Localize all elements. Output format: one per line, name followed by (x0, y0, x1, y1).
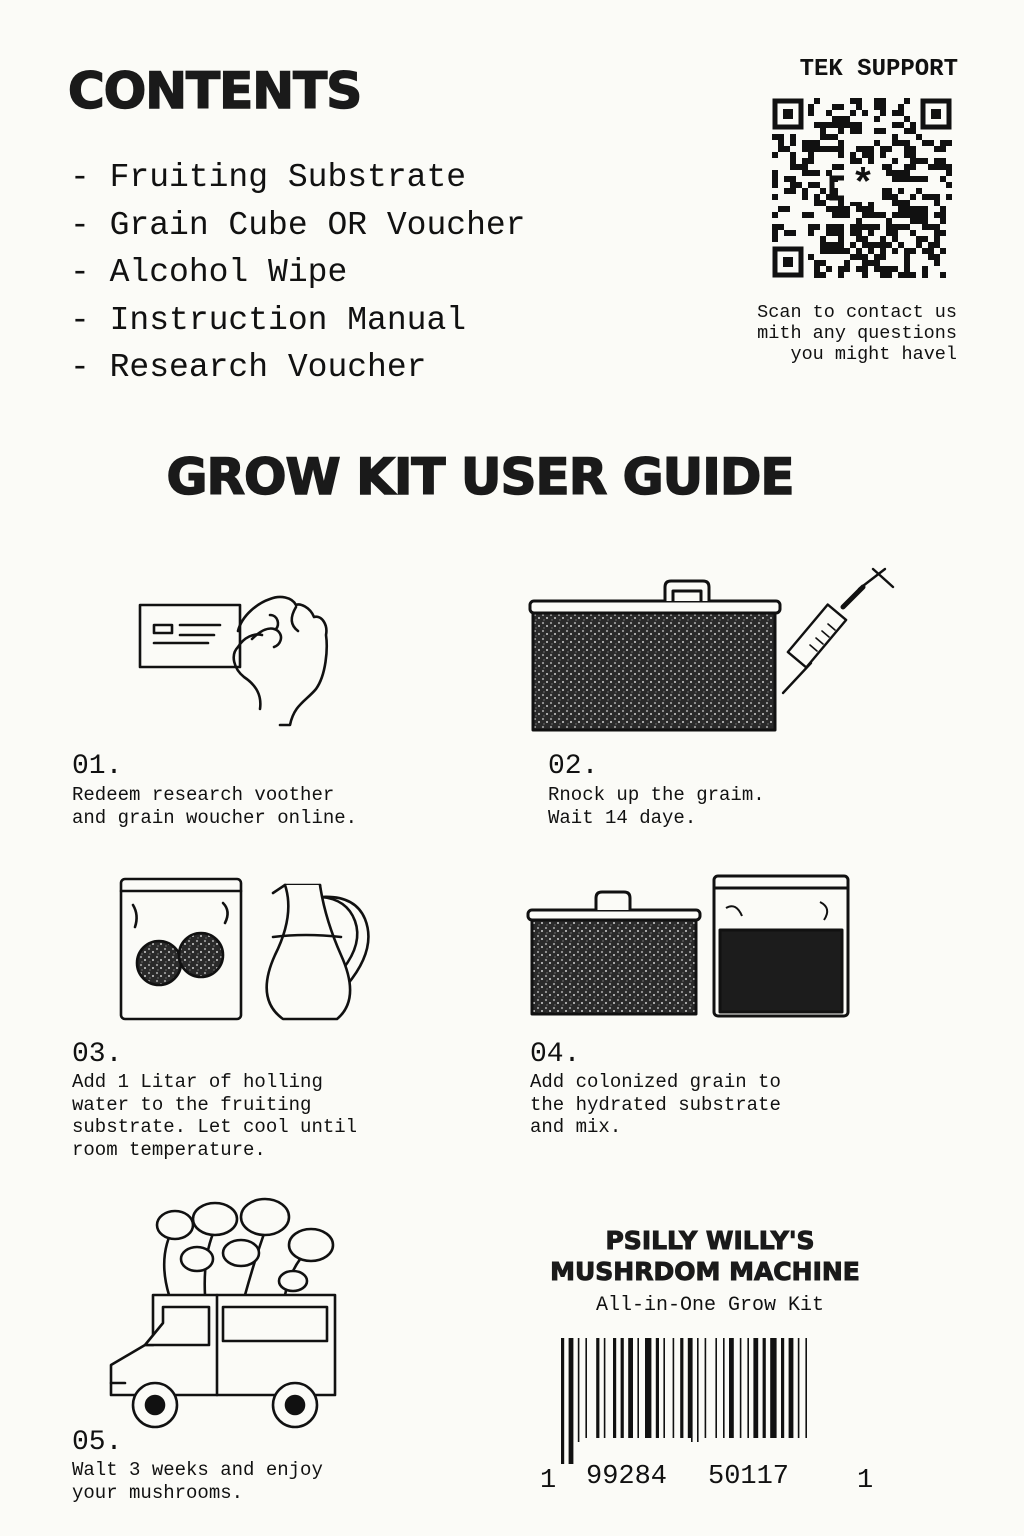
mix-illustration (520, 870, 855, 1020)
step-text-4: Add colonized grain to the hydrated substrate and mix. (530, 1071, 781, 1138)
guide-title: GROW KIT USER GUIDE (166, 448, 794, 506)
voucher-hand-illustration (130, 585, 370, 745)
qr-code[interactable] (772, 98, 952, 278)
barcode-group-1: 99284 (586, 1462, 668, 1492)
qr-caption: Scan to contact us mith any questions you might havel (757, 302, 957, 365)
mushroom-truck-illustration (105, 1195, 360, 1435)
contents-list (70, 154, 525, 392)
list-item: - Instruction Manual (70, 301, 467, 339)
tek-support-heading: TEK SUPPORT (799, 56, 958, 83)
step-number-3: 03. (72, 1039, 123, 1070)
step-text-1: Redeem research voother and grain woucher online. (72, 784, 358, 829)
asterisk-icon: * (850, 164, 876, 209)
barcode-left-digit: 1 (540, 1466, 557, 1496)
step-text-2: Rnock up the graim. Wait 14 daye. (548, 784, 765, 829)
barcode-group-2: 50117 (708, 1462, 790, 1492)
step-text-5: Walt 3 weeks and enjoy your mushrooms. (72, 1459, 323, 1504)
list-item: - Alcohol Wipe (70, 254, 348, 291)
brand-subtitle: All-in-One Grow Kit (595, 1294, 825, 1317)
list-item: - Fruiting Substrate (70, 159, 467, 196)
list-item: - Research Voucher (70, 349, 427, 386)
list-item: - Grain Cube OR Voucher (70, 206, 526, 244)
barcode (555, 1338, 855, 1468)
step-text-3: Add 1 Litar of holling water to the fruiting substrate. Let cool until room temperature. (72, 1071, 358, 1161)
barcode-right-digit: 1 (857, 1466, 874, 1496)
grain-syringe-illustration (525, 565, 900, 740)
contents-heading: CONTENTS (68, 62, 362, 120)
brand-name-line1: PSILLY WILLY'S (605, 1226, 815, 1255)
step-number-2: 02. (548, 751, 599, 782)
bag-pitcher-illustration (115, 875, 390, 1025)
step-number-1: 01. (72, 751, 123, 782)
step-number-5: 05. (72, 1427, 123, 1458)
step-number-4: 04. (530, 1039, 581, 1070)
brand-name-line2: MUSHRDOM MACHINE (550, 1257, 860, 1286)
